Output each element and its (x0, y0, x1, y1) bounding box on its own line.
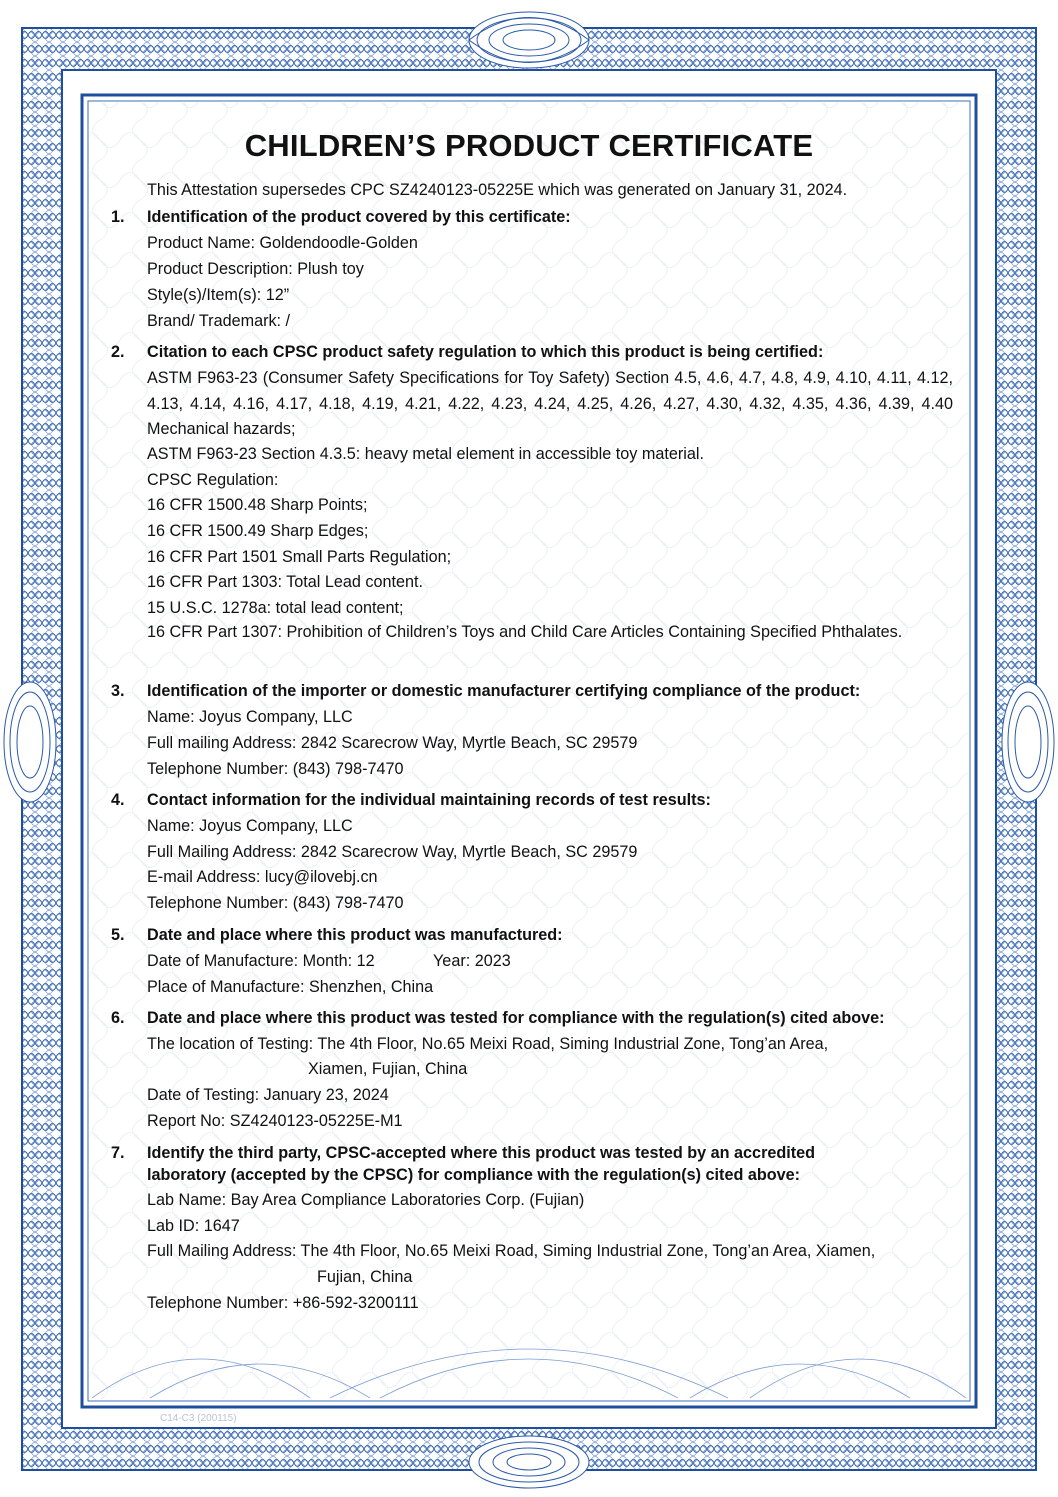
lab-id: Lab ID: 1647 (147, 1217, 240, 1235)
manufacture-place: Place of Manufacture: Shenzhen, China (147, 978, 434, 996)
regulation-line: 16 CFR 1500.49 Sharp Edges; (147, 522, 369, 540)
attestation-note: This Attestation supersedes CPC SZ4240123-05225E which was generated on January 31, 2024. (147, 181, 848, 199)
section-number: 2. (111, 343, 125, 361)
contact-address: Full Mailing Address: 2842 Scarecrow Way, Myrtle Beach, SC 29579 (147, 843, 638, 861)
regulation-line: 16 CFR Part 1303: Total Lead content. (147, 573, 423, 591)
product-brand: Brand/ Trademark: / (147, 312, 291, 330)
contact-telephone: Telephone Number: (843) 798-7470 (147, 894, 404, 912)
lab-name: Lab Name: Bay Area Compliance Laboratories Corp. (Fujian) (147, 1191, 585, 1209)
importer-name: Name: Joyus Company, LLC (147, 708, 353, 726)
section-number: 6. (111, 1009, 125, 1027)
lab-address-cont: Fujian, China (317, 1268, 413, 1286)
section-heading: Contact information for the individual maintaining records of test results: (147, 791, 711, 809)
importer-telephone: Telephone Number: (843) 798-7470 (147, 760, 404, 778)
manufacture-month: Date of Manufacture: Month: 12 (147, 952, 375, 970)
testing-location: The location of Testing: The 4th Floor, No.65 Meixi Road, Siming Industrial Zone, Tong’an Area, (147, 1035, 829, 1053)
lab-telephone: Telephone Number: +86-592-3200111 (147, 1294, 419, 1312)
page-title: CHILDREN’S PRODUCT CERTIFICATE (244, 128, 814, 163)
section-heading: Identify the third party, CPSC-accepted where this product was tested by an accredited (147, 1144, 816, 1162)
section-number: 4. (111, 791, 125, 809)
product-description: Product Description: Plush toy (147, 260, 364, 278)
testing-date: Date of Testing: January 23, 2024 (147, 1086, 389, 1104)
product-style: Style(s)/Item(s): 12” (147, 286, 290, 304)
section-number: 1. (111, 208, 125, 226)
section-number: 7. (111, 1144, 125, 1162)
section-heading: Date and place where this product was tested for compliance with the regulation(s) cited above: (147, 1009, 885, 1027)
regulation-line: ASTM F963-23 Section 4.3.5: heavy metal element in accessible toy material. (147, 445, 704, 463)
manufacture-year: Year: 2023 (433, 952, 511, 970)
form-code: C14-C3 (200115) (160, 1413, 237, 1424)
section-heading: Citation to each CPSC product safety regulation to which this product is being certified: (147, 343, 824, 361)
testing-location-cont: Xiamen, Fujian, China (308, 1060, 468, 1078)
astm-citation: ASTM F963-23 (Consumer Safety Specifications for Toy Safety) Section 4.5, 4.6, 4.7, 4.8, 4.9, 4.10, 4.11, 4.12, 4.13, 4.14, 4.16, 4.17, 4.18, 4.19, 4.21, 4.22, 4.23, 4.24, 4.25, 4.26, 4.27, 4.30, 4.32, 4.35, 4.36, 4.39, 4.40 Mechanical hazards; (147, 369, 953, 438)
contact-email: E-mail Address: lucy@ilovebj.cn (147, 868, 378, 886)
section-heading: Identification of the product covered by this certificate: (147, 208, 571, 226)
regulation-line: 15 U.S.C. 1278a: total lead content; (147, 599, 404, 617)
report-number: Report No: SZ4240123-05225E-M1 (147, 1112, 403, 1130)
importer-address: Full mailing Address: 2842 Scarecrow Way, Myrtle Beach, SC 29579 (147, 734, 638, 752)
section-heading: Identification of the importer or domestic manufacturer certifying compliance of the product: (147, 682, 861, 700)
product-name: Product Name: Goldendoodle-Golden (147, 234, 418, 252)
section-number: 5. (111, 926, 125, 944)
lab-address: Full Mailing Address: The 4th Floor, No.65 Meixi Road, Siming Industrial Zone, Tong’an Area, Xiamen, (147, 1242, 876, 1260)
regulation-line: 16 CFR 1500.48 Sharp Points; (147, 496, 368, 514)
section-heading: Date and place where this product was manufactured: (147, 926, 563, 944)
phthalates-regulation: 16 CFR Part 1307: Prohibition of Children’s Toys and Child Care Articles Containing Specified Phthalates. (147, 623, 903, 641)
regulation-line: CPSC Regulation: (147, 471, 279, 489)
regulation-line: 16 CFR Part 1501 Small Parts Regulation; (147, 548, 452, 566)
section-heading-cont: laboratory (accepted by the CPSC) for compliance with the regulation(s) cited above: (147, 1166, 801, 1184)
contact-name: Name: Joyus Company, LLC (147, 817, 353, 835)
section-number: 3. (111, 682, 125, 700)
